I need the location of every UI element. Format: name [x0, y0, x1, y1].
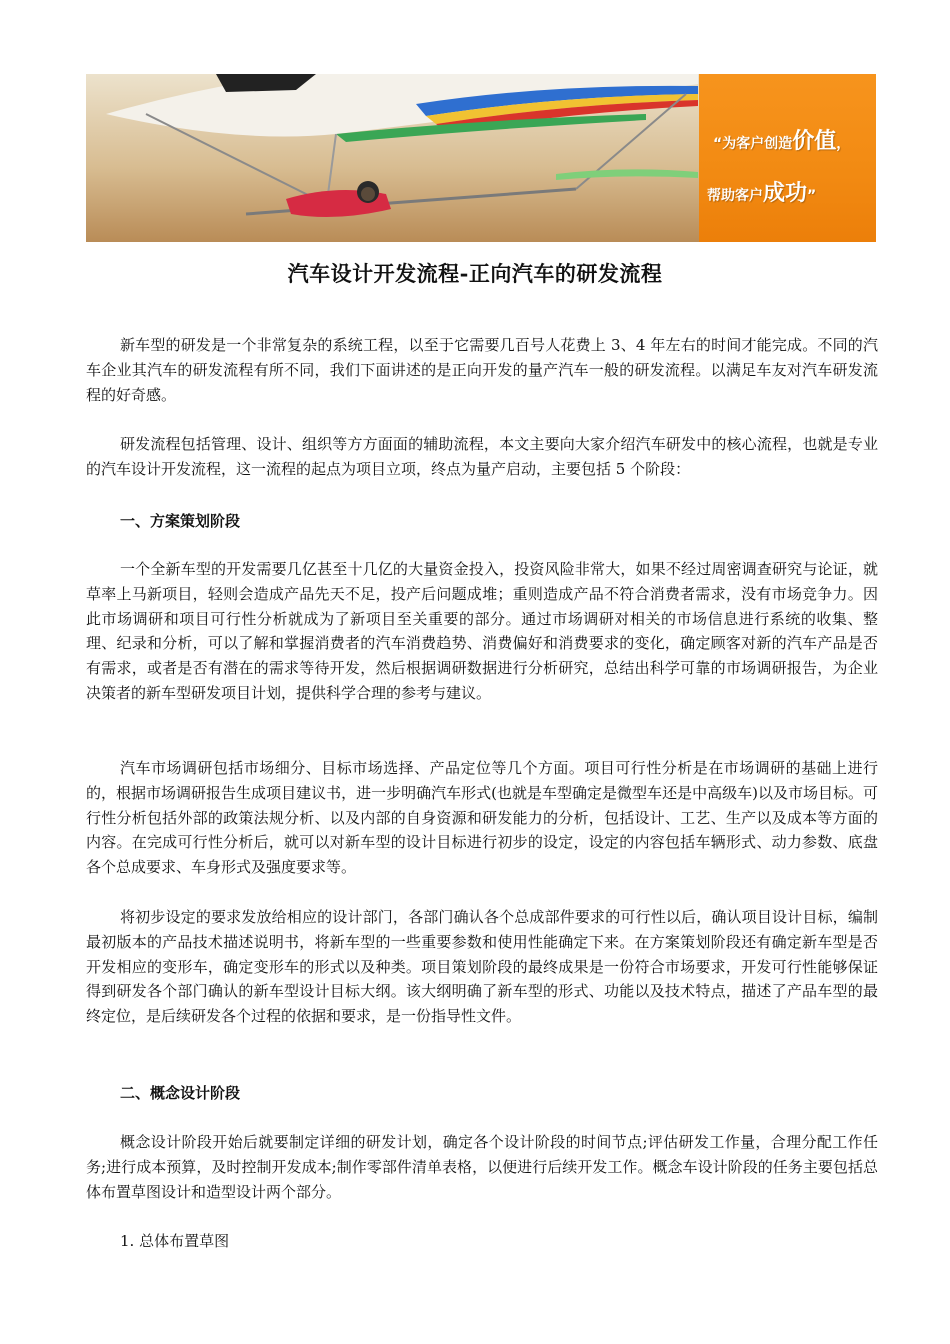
paragraph-intro: 新车型的研发是一个非常复杂的系统工程，以至于它需要几百号人花费上 3、4 年左右的时间才能完成。不同的汽车企业其汽车的研发流程有所不同，我们下面讲述的是正向开发的量产汽车一般的研发流程。以满足车友对汽车研发流程的好奇感。 [86, 336, 878, 404]
hang-glider-photo [86, 74, 699, 242]
document-title: 汽车设计开发流程-正向汽车的研发流程 [287, 261, 663, 286]
paragraph-concept-1: 概念设计阶段开始后就要制定详细的研发计划，确定各个设计阶段的时间节点;评估研发工作量，合理分配工作任务;进行成本预算，及时控制开发成本;制作零部件清单表格，以便进行后续开发工作。概念车设计阶段的任务主要包括总体布置草图设计和造型设计两个部分。 [86, 1133, 878, 1201]
slogan-text: ” [807, 188, 817, 204]
slogan-line-1 [713, 124, 850, 155]
slogan-panel [699, 74, 876, 242]
section-heading-planning: 一、方案策划阶段 [120, 512, 241, 530]
list-item-layout-sketch: 1. 总体布置草图 [120, 1232, 230, 1250]
slogan-text: 帮助客户 [707, 188, 763, 204]
slogan-text: ， [836, 136, 851, 152]
slogan-emphasis: 价值 [792, 129, 837, 154]
paragraph-planning-2: 汽车市场调研包括市场细分、目标市场选择、产品定位等几个方面。项目可行性分析是在市场调研的基础上进行的，根据市场调研报告生成项目建议书，进一步明确汽车形式(也就是车型确定是微型车还是中高级车)以及市场目标。可行性分析包括外部的政策法规分析、以及内部的自身资源和研发能力的分析，包括设计、工艺、生产以及成本等方面的内容。在完成可行性分析后，就可以对新车型的设计目标进行初步的设定，设定的内容包括车辆形式、动力参数、底盘各个总成要求、车身形式及强度要求等。 [86, 759, 878, 877]
paragraph-planning-3: 将初步设定的要求发放给相应的设计部门，各部门确认各个总成部件要求的可行性以后，确认项目设计目标，编制最初版本的产品技术描述说明书，将新车型的一些重要参数和使用性能确定下来。在方案策划阶段还有确定新车型是否开发相应的变形车，确定变形车的形式以及种类。项目策划阶段的最终成果是一份符合市场要求，开发可行性能够保证得到研发各个部门确认的新车型设计目标大纲。该大纲明确了新车型的形式、功能以及技术特点，描述了产品车型的最终定位，是后续研发各个过程的依据和要求，是一份指导性文件。 [86, 908, 878, 1026]
hang-glider-illustration [86, 74, 699, 242]
paragraph-overview: 研发流程包括管理、设计、组织等方方面面的辅助流程，本文主要向大家介绍汽车研发中的核心流程，也就是专业的汽车设计开发流程，这一流程的起点为项目立项，终点为量产启动，主要包括 5 个阶段： [86, 435, 878, 478]
header-banner [86, 74, 876, 242]
section-heading-concept: 二、概念设计阶段 [120, 1084, 241, 1102]
slogan-text: “为客户创造 [713, 136, 793, 152]
slogan-emphasis: 成功 [763, 181, 808, 206]
paragraph-planning-1: 一个全新车型的开发需要几亿甚至十几亿的大量资金投入，投资风险非常大，如果不经过周密调查研究与论证，就草率上马新项目，轻则会造成产品先天不足，投产后问题成堆；重则造成产品不符合消费者需求，没有市场竞争力。因此市场调研和项目可行性分析就成为了新项目至关重要的部分。通过市场调研对相关的市场信息进行系统的收集、整理、纪录和分析，可以了解和掌握消费者的汽车消费趋势、消费偏好和消费要求的变化，确定顾客对新的汽车产品是否有需求，或者是否有潜在的需求等待开发，然后根据调研数据进行分析研究，总结出科学可靠的市场调研报告，为企业决策者的新车型研发项目计划，提供科学合理的参考与建议。 [86, 560, 878, 702]
slogan-line-2 [707, 176, 816, 207]
